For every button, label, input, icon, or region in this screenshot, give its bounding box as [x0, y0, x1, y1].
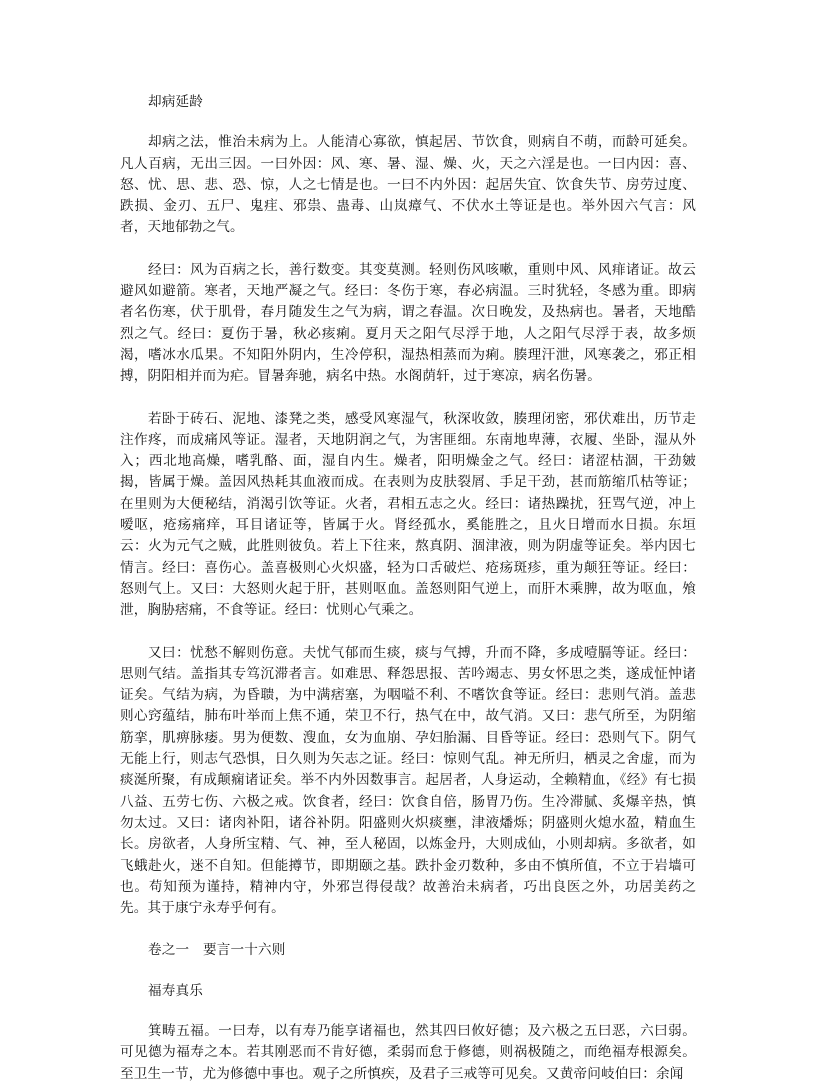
body-paragraph: 若卧于砖石、泥地、漆凳之类，感受风寒湿气，秋深收敛，腠理闭密，邪伏难出，历节走注作疼，而成痛风等证。湿者，天地阴润之气，为害匪细。东南地卑薄，衣履、坐卧，湿从外入；西北地高燥，嗜乳酪、面，湿自内生。燥者，阳明燥金之气。经曰：诸涩枯涸，干劲皴揭，皆属于燥。盖因风热耗其血液而成。在表则为皮肤裂屑、手足干劲，甚而筋缩爪枯等证；在里则为大便秘结，消渴引饮等证。火者，君相五志之火。经曰：诸热躁扰，狂骂气逆，冲上嗳呕，疮疡痛痒，耳目诸证等，皆属于火。肾经孤水，奚能胜之，且火日增而水日损。东垣云：火为元气之贼，此胜则彼负。若上下往来，熬真阴、涸津液，则为阴虚等证矣。举内因七情言。经曰：喜伤心。盖喜极则心火炽盛，轻为口舌破烂、疮疡斑疹，重为颠狂等证。经曰：怒则气上。又曰：大怒则火起于肝，甚则呕血。盖怒则阳气逆上，而肝木乘脾，故为呕血，飧泄，胸胁痞痛，不食等证。经曰：忧则心气乘之。: [120, 410, 696, 619]
section-heading-fu-shou: 福寿真乐: [148, 982, 203, 999]
section-heading-que-bing: 却病延龄: [148, 94, 203, 110]
chapter-heading: 卷之一 要言一十六则: [148, 942, 286, 959]
body-paragraph: 却病之法，惟治未病为上。人能清心寡欲，慎起居、节饮食，则病自不萌，而龄可延矣。凡人百病，无出三因。一曰外因：风、寒、暑、湿、燥、火，天之六淫是也。一曰内因：喜、怒、忧、思、悲、恐、惊，人之七情是也。一曰不内外因：起居失宜、饮食失节、房劳过度、跌损、金刃、五尸、鬼疰、邪祟、蛊毒、山岚瘴气、不伏水土等证是也。举外因六气言：风者，天地郁勃之气。: [120, 134, 696, 236]
body-paragraph: 箕畴五福。一曰寿，以有寿乃能享诸福也，然其四曰攸好德；及六极之五曰恶，六曰弱。可见德为福寿之本。若其刚恶而不肯好德，柔弱而怠于修德，则祸极随之，而绝福寿根源矣。至卫生一节，尤为修德中事也。观子之所慎疾，及君子三戒等可见矣。又黄帝问岐伯曰：余闻: [120, 1022, 696, 1082]
document-page: [120, 92, 696, 1085]
body-paragraph: 又曰：忧愁不解则伤意。夫忧气郁而生痰，痰与气搏，升而不降，多成噎膈等证。经曰：思则气结。盖指其专笃沉滞者言。如难思、释怨思报、苦吟竭志、男女怀思之类，遂成怔忡诸证矣。气结为病，为昏聩，为中满痞塞，为咽嗌不利、不嗜饮食等证。经曰：悲则气消。盖悲则心窍蕴结，肺布叶举而上焦不通，荣卫不行，热气在中，故气消。又曰：悲气所至，为阴缩筋挛，肌痹脉痿。男为便数、溲血，女为血崩、孕妇胎漏、目昏等证。经曰：恐则气下。阴气无能上行，则志气恐惧，日久则为矢志之证。经曰：惊则气乱。神无所归，栖灵之舍虚，而为痰涎所聚，有成颠痫诸证矣。举不内外因数事言。起居者，人身运动，全赖精血，《经》有七损八益、五劳七伤、六极之戒。饮食者，经曰：饮食自倍，肠胃乃伤。生冷滞腻、炙爆辛热，慎勿太过。又曰：诸肉补阳，诸谷补阴。阳盛则火炽痰壅，津液燔烁；阴盛则火熄水盈，精血生长。房欲者，人身所宝精、气、神，至人秘固，以炼金丹，大则成仙，小则却病。多欲者，如飞蛾赴火，迷不自知。但能撙节，即期颐之基。跌扑金刃数种，多由不慎所值，不立于岩墙可也。苟知预为谨持，精神内守，外邪岂得侵哉？故善治未病者，巧出良医之外，功居美药之先。其于康宁永寿乎何有。: [120, 644, 696, 917]
body-paragraph: 经曰：风为百病之长，善行数变。其变莫测。轻则伤风咳嗽，重则中风、风痱诸证。故云避风如避箭。寒者，天地严凝之气。经曰：冬伤于寒，春必病温。三时犹轻，冬感为重。即病者名伤寒，伏于肌骨，春月随发生之气为病，谓之春温。次日晚发，及热病也。暑者，天地酷烈之气。经曰：夏伤于暑，秋必痎痢。夏月天之阳气尽浮于地，人之阳气尽浮于表，故多烦渴，嗜冰水瓜果。不知阳外阴内，生冷停积，湿热相蒸而为痢。腠理汗泄，风寒袭之，邪正相搏，阴阳相并而为疟。冒暑奔驰，病名中热。水阁荫轩，过于寒凉，病名伤暑。: [120, 261, 696, 385]
